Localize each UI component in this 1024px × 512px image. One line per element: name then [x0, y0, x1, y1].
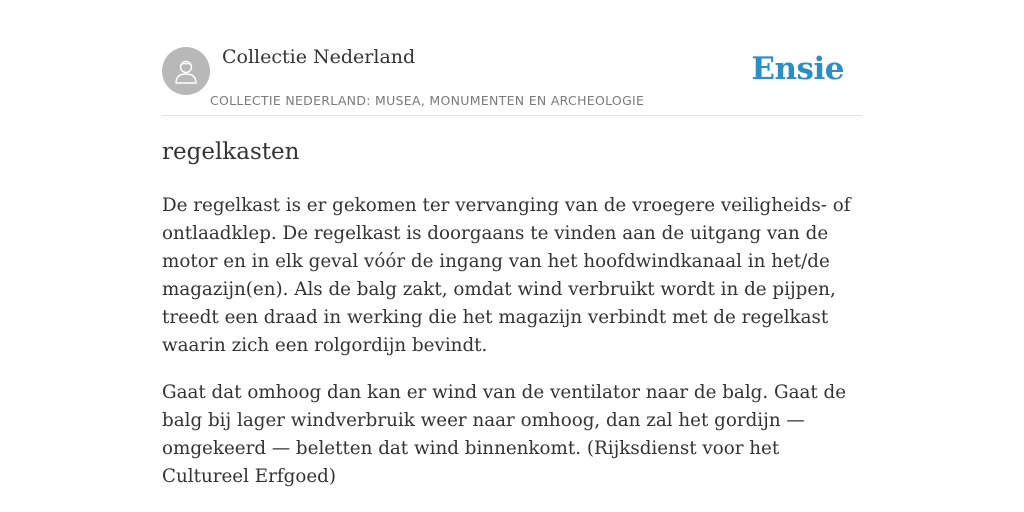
- user-icon: [172, 57, 200, 85]
- entry-content: [162, 192, 867, 510]
- entry-title: regelkasten: [162, 139, 300, 165]
- avatar[interactable]: [162, 47, 210, 95]
- entry-header: [162, 47, 862, 116]
- entry-paragraph: De regelkast is er gekomen ter vervanging van de vroegere veiligheids- of ontlaadklep. De regelkast is doorgaans te vinden aan de uitgang van de motor en in elk geval vóór de ingang van het hoofdwindkanaal in het/de magazijn(en). Als de balg zakt, omdat wind verbruikt wordt in de pijpen, treedt een draad in werking die het magazijn verbindt met de regelkast waarin zich een rolgordijn bevindt.: [162, 195, 851, 356]
- ensie-logo[interactable]: Ensie: [751, 51, 844, 87]
- collection-name[interactable]: COLLECTIE NEDERLAND: MUSEA, MONUMENTEN EN ARCHEOLOGIE: [210, 93, 645, 108]
- author-name[interactable]: Collectie Nederland: [222, 46, 416, 68]
- entry-paragraph: Gaat dat omhoog dan kan er wind van de ventilator naar de balg. Gaat de balg bij lager windverbruik weer naar omhoog, dan zal het gordijn — omgekeerd — beletten dat wind binnenkomt. (Rijksdienst voor het Cultureel Erfgoed): [162, 382, 847, 487]
